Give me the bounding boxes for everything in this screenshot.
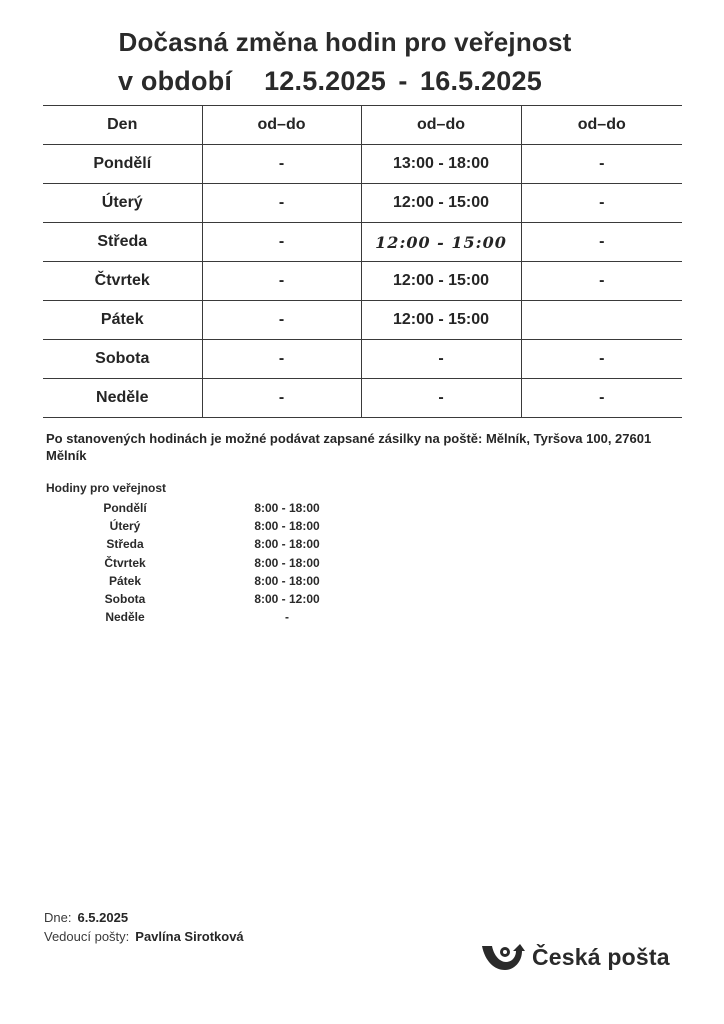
row-day: Středa	[43, 223, 202, 262]
issue-date-value: 6.5.2025	[77, 910, 129, 925]
hours-day: Středa	[106, 537, 144, 552]
row-slot2: 12:00 - 15:00	[361, 262, 521, 301]
date-to: 16.5.2025	[420, 66, 542, 96]
list-item	[46, 574, 346, 592]
hours-time: -	[285, 610, 289, 625]
hours-time: 8:00 - 18:00	[254, 501, 320, 515]
table-row	[43, 301, 682, 340]
column-header-slot2: od–do	[361, 106, 521, 145]
list-item	[46, 501, 346, 519]
table-row	[43, 379, 682, 418]
row-slot3: -	[521, 340, 682, 379]
hours-time: 8:00 - 18:00	[254, 537, 320, 552]
row-slot2: 13:00 - 18:00	[361, 145, 521, 184]
row-slot1: -	[202, 184, 361, 223]
list-item	[46, 519, 346, 537]
row-day: Pondělí	[43, 145, 202, 184]
date-separator: -	[398, 66, 408, 96]
hours-time: 8:00 - 12:00	[254, 591, 320, 606]
row-slot3: -	[521, 223, 682, 262]
table-header-row	[43, 106, 682, 145]
row-slot3: -	[521, 184, 682, 223]
date-from: 12.5.2025	[264, 66, 387, 96]
row-slot1: -	[202, 301, 361, 340]
office-head-value: Pavlína Sirotková	[135, 929, 244, 944]
row-slot3: -	[521, 379, 682, 418]
hours-time: 8:00 - 18:00	[254, 555, 320, 570]
hours-day: Sobota	[104, 591, 146, 606]
logo-text: Česká pošta	[532, 943, 670, 970]
table-row	[43, 184, 682, 223]
page-title: Dočasná změna hodin pro veřejnost	[118, 27, 572, 57]
row-slot2-handwritten: 12:00 - 15:00	[361, 223, 521, 262]
row-slot2: -	[361, 340, 521, 379]
row-day: Čtvrtek	[43, 262, 202, 301]
list-item	[46, 556, 346, 574]
issue-date-label: Dne:	[44, 910, 72, 925]
row-slot3: -	[521, 145, 682, 184]
hours-day: Pátek	[108, 573, 142, 588]
column-header-day: Den	[43, 106, 202, 145]
row-slot1: -	[202, 340, 361, 379]
row-day: Sobota	[43, 340, 202, 379]
row-slot3: -	[521, 262, 682, 301]
row-slot2: 12:00 - 15:00	[361, 301, 521, 340]
office-head-label: Vedoucí pošty:	[44, 929, 130, 944]
period-prefix: v období	[118, 66, 233, 96]
list-item	[46, 537, 346, 555]
ceska-posta-horn-icon	[480, 942, 526, 972]
table-row	[43, 340, 682, 379]
row-slot3	[521, 301, 682, 340]
row-slot1: -	[202, 223, 361, 262]
list-item	[46, 610, 346, 628]
hours-time: 8:00 - 18:00	[254, 573, 320, 588]
row-day: Úterý	[43, 184, 202, 223]
table-row	[43, 262, 682, 301]
hours-day: Čtvrtek	[104, 555, 146, 570]
table-row	[43, 145, 682, 184]
issue-date	[44, 910, 128, 925]
row-day: Neděle	[43, 379, 202, 418]
row-slot2: -	[361, 379, 521, 418]
table-row	[43, 223, 682, 262]
row-slot1: -	[202, 379, 361, 418]
regular-hours-list	[46, 501, 346, 628]
row-slot1: -	[202, 262, 361, 301]
temporary-hours-table	[43, 105, 682, 418]
after-hours-note: Po stanovených hodinách je možné podávat zapsané zásilky na poště: Mělník, Tyršova 100, 27601 Mělník	[46, 431, 652, 463]
row-slot2: 12:00 - 15:00	[361, 184, 521, 223]
row-day: Pátek	[43, 301, 202, 340]
list-item	[46, 592, 346, 610]
office-head	[44, 929, 244, 944]
row-slot1: -	[202, 145, 361, 184]
hours-time: 8:00 - 18:00	[254, 519, 320, 534]
hours-day: Pondělí	[103, 501, 147, 515]
period-line	[118, 66, 542, 97]
regular-hours-title: Hodiny pro veřejnost	[46, 481, 167, 495]
ceska-posta-logo	[480, 940, 670, 974]
column-header-slot1: od–do	[202, 106, 361, 145]
hours-day: Neděle	[105, 610, 145, 625]
column-header-slot3: od–do	[521, 106, 682, 145]
hours-day: Úterý	[109, 519, 141, 534]
